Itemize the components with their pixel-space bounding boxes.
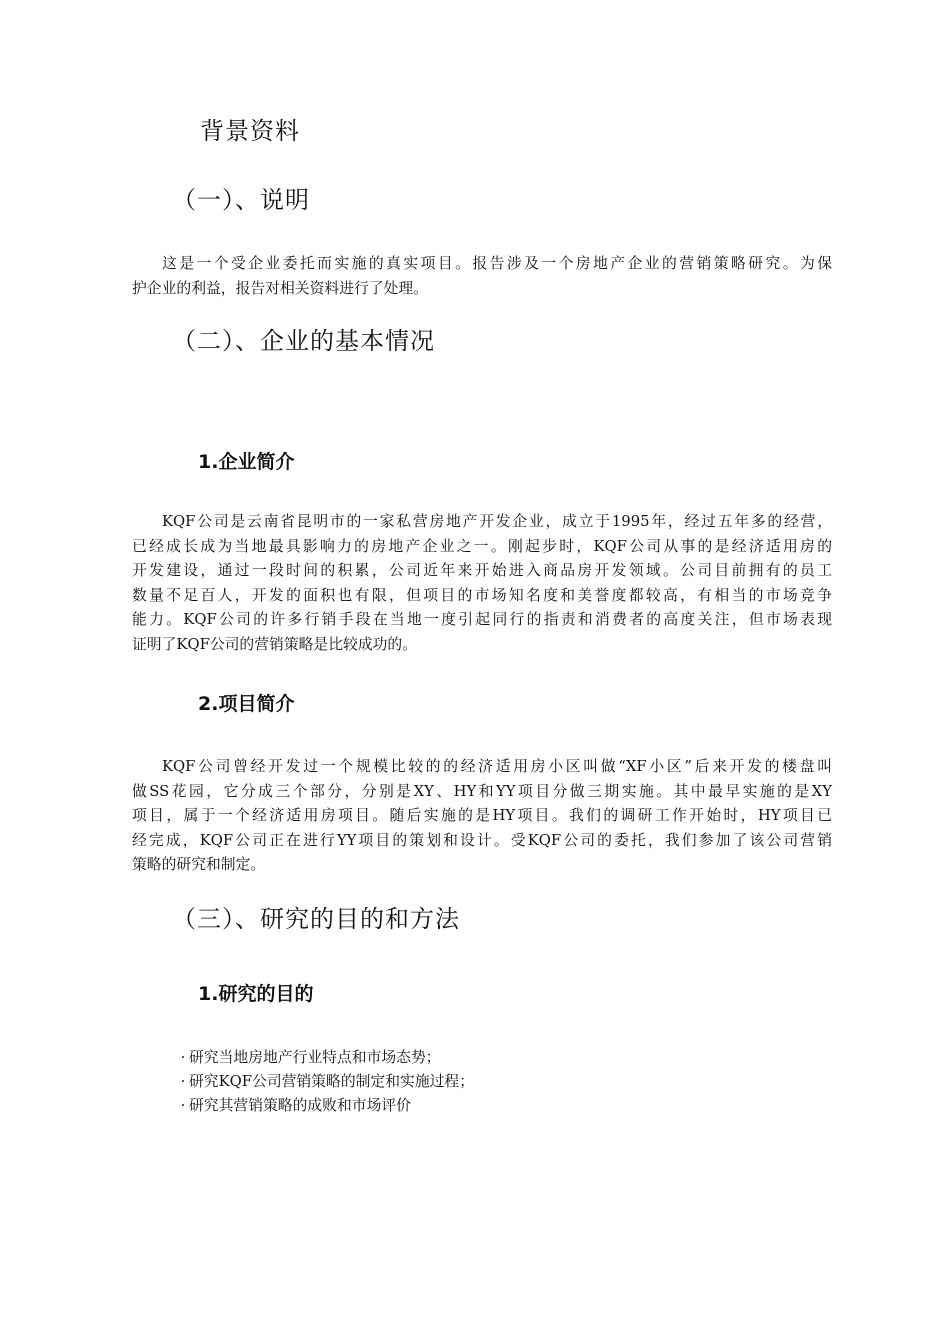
paragraph-line: KQF公司是云南省昆明市的一家私营房地产开发企业，成立于1995年，经过五年多的经营， [162,513,832,530]
paragraph-line: 数量不足百人，开发的面积也有限，但项目的市场知名度和美誉度都较高，有相当的市场竞争 [132,586,832,604]
project-paragraph [132,755,832,878]
company-paragraph [132,510,832,657]
bullet-marker: · [180,1073,186,1090]
paragraph-line: 证明了KQF公司的营销策略是比较成功的。 [132,635,418,653]
page-title: 背景资料 [200,117,300,145]
list-item [177,1046,474,1070]
paragraph-line: 能力。KQF公司的许多行销手段在当地一度引起同行的指责和消费者的高度关注，但市场表现 [132,611,832,628]
paragraph-line: 护企业的利益，报告对相关资料进行了处理。 [132,279,428,297]
section-heading-3: （三）、研究的目的和方法 [172,905,460,933]
list-item-text: 研究KQF公司营销策略的制定和实施过程； [189,1073,475,1090]
purpose-list [177,1046,474,1118]
subsection-heading-project: 2.项目简介 [198,693,295,715]
paragraph-line: 做SS花园，它分成三个部分，分别是XY、HY和YY项目分做三期实施。其中最早实施的是XY [132,782,832,800]
section-heading-1: （一）、说明 [172,186,310,214]
paragraph-line: KQF公司曾经开发过一个规模比较的的经济适用房小区叫做“XF小区”后来开发的楼盘叫 [162,758,832,775]
paragraph-line: 开发建设，通过一段时间的积累，公司近年来开始进入商品房开发领域。公司目前拥有的员工 [132,562,832,579]
bullet-marker: · [180,1049,186,1066]
subsection-heading-purpose: 1.研究的目的 [198,983,314,1005]
list-item-text: 研究其营销策略的成败和市场评价 [189,1097,411,1114]
section-heading-2: （二）、企业的基本情况 [172,327,435,355]
paragraph-line: 经完成，KQF公司正在进行YY项目的策划和设计。受KQF公司的委托，我们参加了该公司营销 [132,831,832,849]
bullet-marker: · [180,1097,186,1114]
list-item [177,1094,474,1118]
list-item [177,1070,474,1094]
paragraph-line: 项目，属于一个经济适用房项目。随后实施的是HY项目。我们的调研工作开始时，HY项目已 [132,807,832,824]
paragraph-line: 策略的研究和制定。 [132,856,266,873]
list-item-text: 研究当地房地产行业特点和市场态势； [189,1049,441,1066]
intro-paragraph [132,252,832,301]
paragraph-line: 这是一个受企业委托而实施的真实项目。报告涉及一个房地产企业的营销策略研究。为保 [162,255,832,272]
subsection-heading-company: 1.企业简介 [198,451,295,473]
paragraph-line: 已经成长成为当地最具影响力的房地产企业之一。刚起步时，KQF公司从事的是经济适用房的 [132,537,832,555]
